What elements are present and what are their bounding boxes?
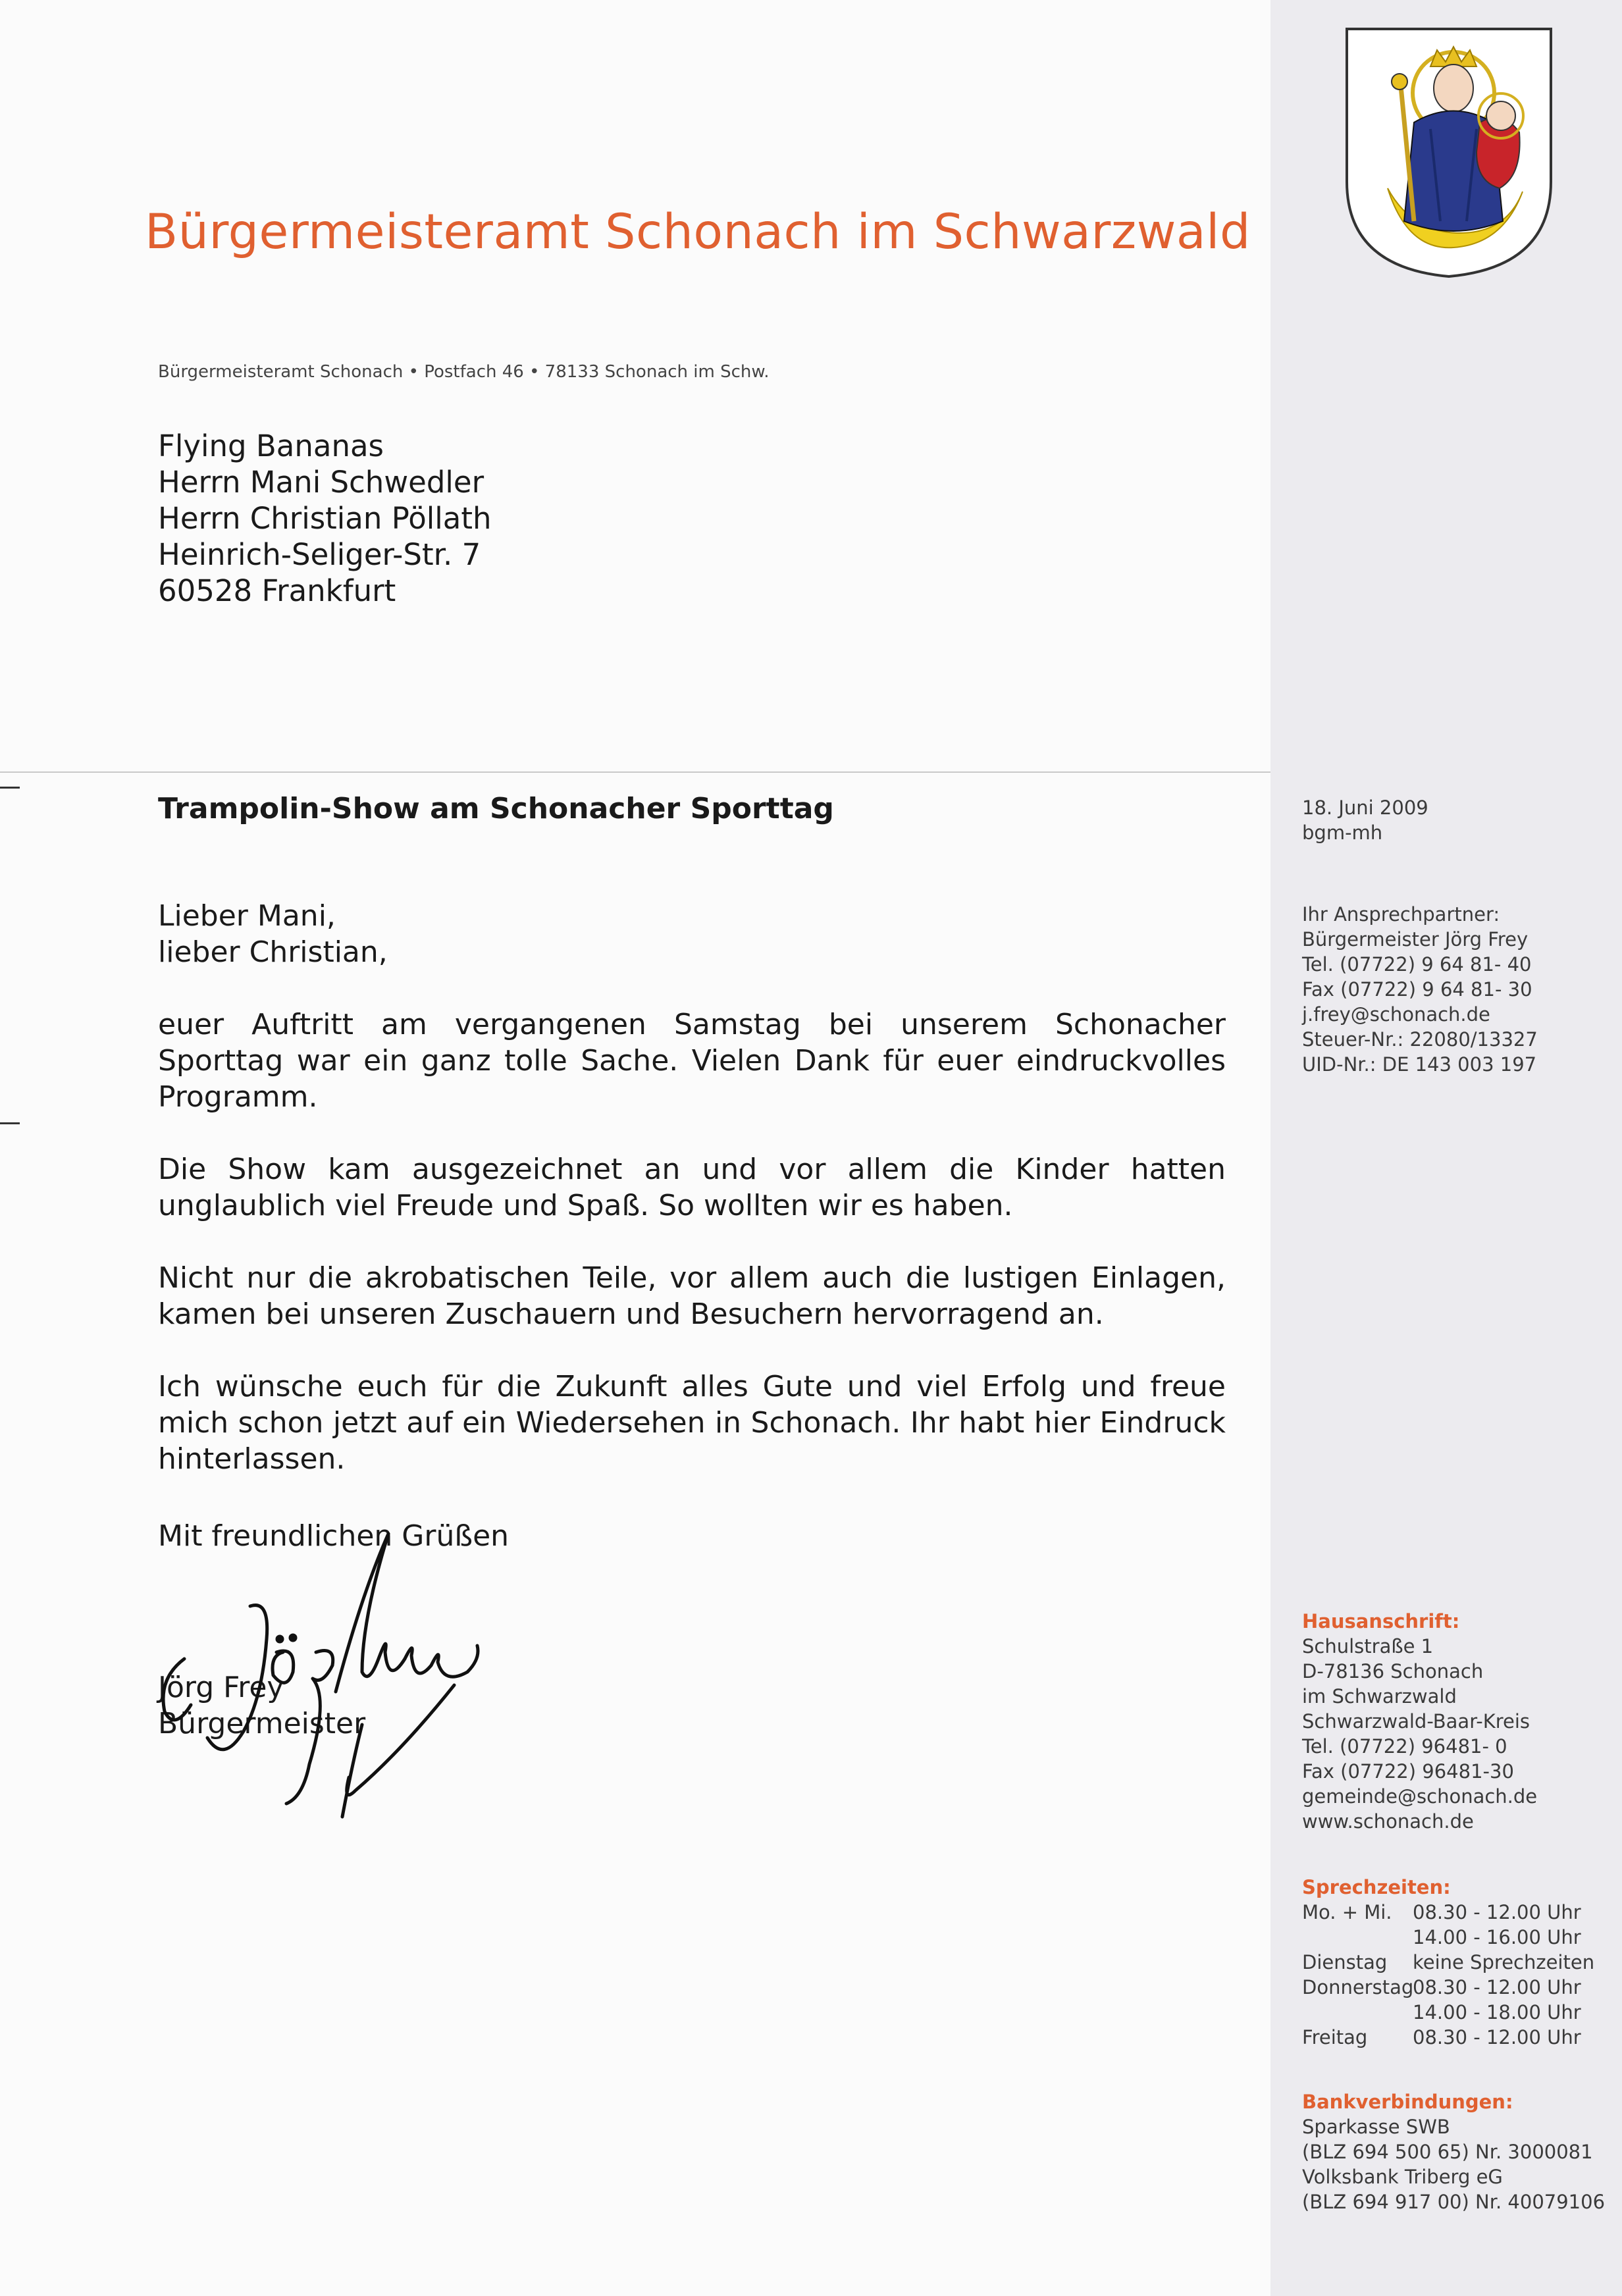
bank-line: Sparkasse SWB (1302, 2116, 1450, 2138)
contact-tax-number: Steuer-Nr.: 22080/13327 (1302, 1028, 1538, 1051)
paragraph: Nicht nur die akrobatischen Teile, vor allem auch die lustigen Einlagen, kamen bei unseren Zuschauern und Besuchern hervorragend an. (158, 1261, 1226, 1331)
reference-code: bgm-mh (1302, 822, 1383, 844)
paragraph: euer Auftritt am vergangenen Samstag bei unserem Schonacher Sporttag war ein ganz tolle Sache. Vielen Dank für euer eindruckvolles Programm. (158, 1008, 1226, 1114)
address-line: gemeinde@schonach.de (1302, 1785, 1538, 1808)
address-line: Schulstraße 1 (1302, 1635, 1434, 1657)
address-line: Schwarzwald-Baar-Kreis (1302, 1710, 1530, 1733)
hours-time: 08.30 - 12.00 Uhr (1413, 1901, 1581, 1923)
hours-row (1302, 1925, 1594, 1950)
contact-email: j.frey@schonach.de (1302, 1003, 1490, 1026)
hours-time: 14.00 - 16.00 Uhr (1413, 1926, 1581, 1948)
coat-of-arms-icon (1342, 24, 1556, 280)
recipient-line: Heinrich-Seliger-Str. 7 (158, 537, 481, 572)
hours-heading: Sprechzeiten: (1302, 1876, 1451, 1898)
paragraph: Ich wünsche euch für die Zukunft alles Gute und viel Erfolg und freue mich schon jetzt auf ein Wiedersehen in Schonach. Ihr habt hier Eindruck hinterlassen. (158, 1370, 1226, 1476)
hours-day: Mo. + Mi. (1302, 1901, 1392, 1923)
hours-row (1302, 2025, 1594, 2050)
office-hours-block (1302, 1875, 1594, 2050)
letter-subject: Trampolin-Show am Schonacher Sporttag (158, 792, 834, 825)
hours-day: Dienstag (1302, 1951, 1388, 1973)
hours-time: keine Sprechzeiten (1413, 1951, 1595, 1973)
bank-line: (BLZ 694 500 65) Nr. 3000081 (1302, 2141, 1593, 2163)
address-line: im Schwarzwald (1302, 1685, 1457, 1708)
recipient-line: Flying Bananas (158, 429, 384, 463)
fold-mark (0, 787, 20, 789)
salutation-line: lieber Christian, (158, 935, 388, 969)
signer-name: Jörg Frey (158, 1671, 284, 1704)
hours-row (1302, 1900, 1594, 1925)
hours-day: Freitag (1302, 2026, 1368, 2048)
handwritten-signature (145, 1488, 513, 1830)
salutation-line: Lieber Mani, (158, 899, 336, 933)
signer-title: Bürgermeister (158, 1707, 366, 1740)
return-address: Bürgermeisteramt Schonach • Postfach 46 • 78133 Schonach im Schw. (158, 362, 770, 382)
hours-row (1302, 1975, 1594, 2000)
reference-block (1302, 795, 1428, 845)
punch-mark (0, 1122, 20, 1124)
letterhead-title: Bürgermeisteramt Schonach im Schwarzwald (145, 204, 1251, 260)
bank-line: (BLZ 694 917 00) Nr. 40079106 (1302, 2191, 1606, 2213)
letter-date: 18. Juni 2009 (1302, 796, 1428, 819)
hours-day (1302, 1925, 1413, 1950)
hours-day (1302, 2000, 1413, 2025)
paragraph: Die Show kam ausgezeichnet an und vor allem die Kinder hatten unglaublich viel Freude und Spaß. So wollten wir es haben. (158, 1153, 1226, 1222)
recipient-line: Herrn Mani Schwedler (158, 465, 484, 500)
bank-line: Volksbank Triberg eG (1302, 2166, 1503, 2188)
hours-time: 14.00 - 18.00 Uhr (1413, 2001, 1581, 2023)
closing: Mit freundlichen Grüßen (158, 1519, 510, 1553)
contact-heading: Ihr Ansprechpartner: (1302, 903, 1500, 926)
contact-tel: Tel. (07722) 9 64 81- 40 (1302, 953, 1532, 976)
contact-name: Bürgermeister Jörg Frey (1302, 928, 1529, 951)
hours-day: Donnerstag (1302, 1976, 1414, 1998)
hours-time: 08.30 - 12.00 Uhr (1413, 2026, 1581, 2048)
hours-row (1302, 1950, 1594, 1975)
address-line: D-78136 Schonach (1302, 1660, 1484, 1683)
contact-vat-number: UID-Nr.: DE 143 003 197 (1302, 1053, 1537, 1076)
contact-block (1302, 902, 1538, 1077)
address-block (1302, 1609, 1537, 1834)
salutation (158, 898, 1226, 970)
address-heading: Hausanschrift: (1302, 1610, 1460, 1632)
bank-block (1302, 2089, 1605, 2214)
recipient-address (158, 428, 492, 609)
bank-heading: Bankverbindungen: (1302, 2091, 1513, 2113)
fold-line (0, 771, 1270, 773)
letter-body (158, 898, 1226, 1554)
contact-fax: Fax (07722) 9 64 81- 30 (1302, 978, 1532, 1001)
address-line: Tel. (07722) 96481- 0 (1302, 1735, 1507, 1758)
hours-row (1302, 2000, 1594, 2025)
address-line: www.schonach.de (1302, 1810, 1474, 1833)
hours-time: 08.30 - 12.00 Uhr (1413, 1976, 1581, 1998)
address-line: Fax (07722) 96481-30 (1302, 1760, 1514, 1783)
recipient-line: 60528 Frankfurt (158, 573, 396, 608)
recipient-line: Herrn Christian Pöllath (158, 501, 492, 536)
